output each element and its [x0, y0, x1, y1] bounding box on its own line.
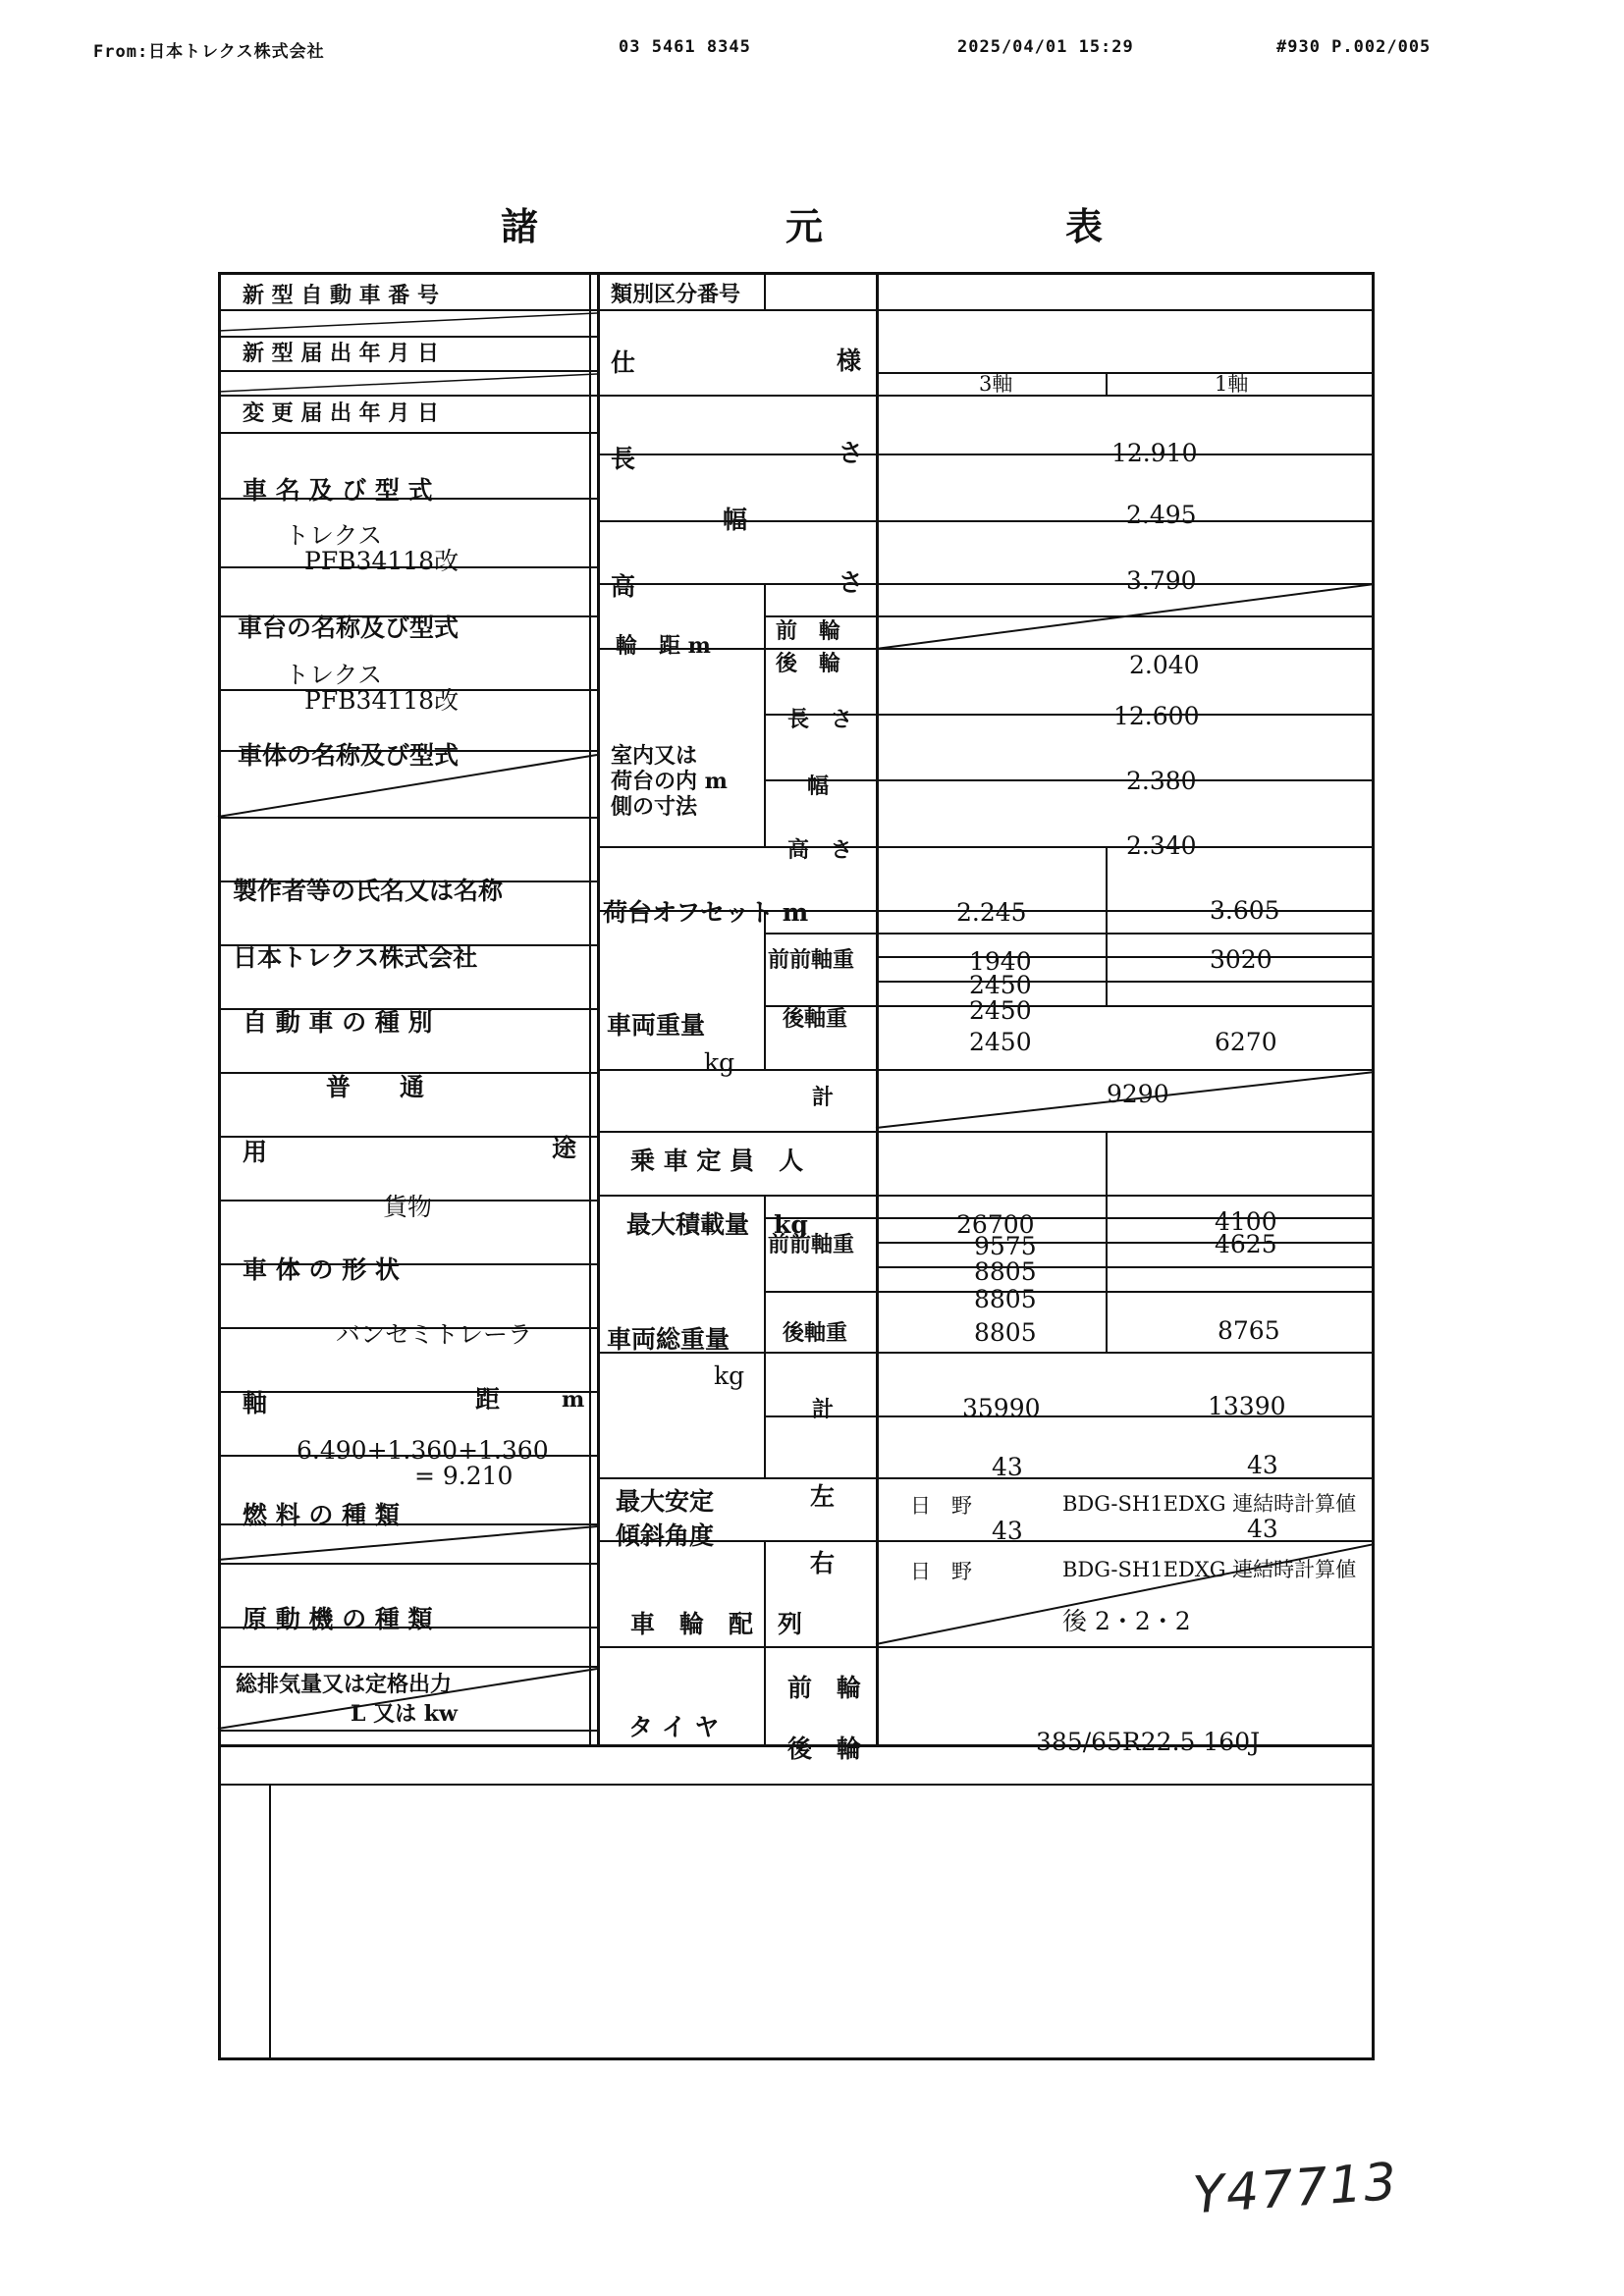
tread-front-label: 前 輪 — [776, 618, 841, 644]
new-car-no-label: 新 型 自 動 車 番 号 — [243, 283, 439, 308]
weight-label-1: 車両重量 — [607, 1011, 706, 1040]
weight-front-a: 1940 — [969, 947, 1032, 976]
wheelbase-label-l: 軸 — [243, 1389, 268, 1417]
inner-label-2: 荷台の内 m — [611, 769, 728, 794]
tire-front-label: 前 輪 — [787, 1674, 862, 1702]
category-label: 類別区分番号 — [611, 282, 741, 307]
stability-note-maker-2: 日 野 — [910, 1560, 972, 1583]
maker: 日本トレクス株式会社 — [233, 943, 478, 972]
stability-right-label: 右 — [810, 1549, 836, 1577]
stability-left-a: 43 — [992, 1453, 1023, 1481]
chassis-label: 車台の名称及び型式 — [238, 614, 460, 642]
gross-front-b: 4625 — [1215, 1230, 1277, 1258]
height-label-r: さ — [839, 568, 864, 597]
handwritten-note: Y47713 — [1191, 2152, 1401, 2226]
body-label: 車体の名称及び型式 — [238, 741, 460, 770]
stability-note-maker: 日 野 — [910, 1494, 972, 1518]
axle1-header: 1軸 — [1215, 372, 1249, 396]
displacement-label-2: L 又は kw — [351, 1701, 458, 1727]
weight-label-2: kg — [704, 1048, 735, 1077]
inner-width-value: 2.380 — [1126, 767, 1197, 795]
maxload-a: 26700 — [956, 1210, 1035, 1239]
weight-rear-3b: 6270 — [1215, 1028, 1277, 1056]
height-value: 3.790 — [1126, 566, 1197, 595]
weight-rear-3: 2450 — [969, 1028, 1032, 1056]
wheelbase-label-unit: m — [562, 1387, 585, 1413]
weight-total-label: 計 — [812, 1085, 835, 1110]
tread-rear-value: 2.040 — [1129, 651, 1200, 679]
gross-rear-3b: 8765 — [1218, 1316, 1280, 1345]
chassis-1: トレクス — [285, 661, 383, 689]
inner-label-1: 室内又は — [611, 743, 698, 769]
chassis-2: PFB34118改 — [304, 686, 460, 715]
width-label: 幅 — [723, 506, 748, 534]
gross-rear-2: 8805 — [974, 1285, 1037, 1313]
capacity-label: 乗 車 定 員 人 — [630, 1147, 804, 1175]
tread-label: 輪 距 m — [616, 633, 711, 659]
fax-datetime: 2025/04/01 15:29 — [957, 37, 1134, 57]
gross-front-a: 9575 — [974, 1232, 1037, 1260]
tire-rear-label: 後 輪 — [787, 1735, 862, 1763]
width-value: 2.495 — [1126, 501, 1197, 529]
engine-label: 原 動 機 の 種 類 — [243, 1605, 433, 1633]
maxload-label: 最大積載量 kg — [626, 1210, 808, 1239]
weight-front-b: 3020 — [1210, 945, 1272, 974]
gross-rear-3: 8805 — [974, 1318, 1037, 1347]
length-value: 12.910 — [1111, 439, 1198, 467]
wheelbase-2: = 9.210 — [414, 1462, 514, 1490]
weight-rear-1: 2450 — [969, 971, 1032, 999]
shape-label: 車 体 の 形 状 — [243, 1255, 400, 1284]
wheel-arrangement-label: 車 輪 配 列 — [630, 1610, 803, 1638]
title-char-3: 表 — [1065, 204, 1104, 248]
offset-b: 3.605 — [1210, 896, 1280, 925]
weight-front-label: 前前軸重 — [768, 947, 855, 973]
inner-length-label: 長 さ — [787, 707, 853, 732]
gross-label-2: kg — [714, 1362, 745, 1390]
stability-right-b: 43 — [1247, 1515, 1278, 1543]
maker-label: 製作者等の氏名又は名称 — [233, 877, 504, 905]
wheelbase-1: 6.490+1.360+1.360 — [297, 1436, 549, 1465]
gross-rear-1: 8805 — [974, 1257, 1037, 1286]
maxload-b: 4100 — [1215, 1207, 1277, 1236]
fax-from: From:日本トレクス株式会社 — [93, 42, 325, 62]
stability-label-2: 傾斜角度 — [616, 1522, 715, 1550]
stability-note-model-2: BDG-SH1EDXG 連結時計算値 — [1062, 1558, 1357, 1581]
spec-table — [218, 272, 1375, 2060]
gross-total-b: 13390 — [1208, 1392, 1286, 1420]
stability-left-b: 43 — [1247, 1451, 1278, 1479]
tire-label: タ イ ヤ — [628, 1713, 720, 1741]
stability-right-a: 43 — [992, 1517, 1023, 1545]
stability-note-model: BDG-SH1EDXG 連結時計算値 — [1062, 1492, 1357, 1516]
height-label-l: 高 — [611, 572, 636, 601]
axle3-header: 3軸 — [979, 372, 1013, 396]
tread-rear-label: 後 輪 — [776, 651, 841, 676]
length-label-r: さ — [839, 439, 864, 467]
gross-rear-label: 後軸重 — [783, 1320, 848, 1346]
change-notice-date-label: 変 更 届 出 年 月 日 — [243, 400, 439, 426]
inner-width-label: 幅 — [807, 774, 830, 799]
gross-label-1: 車両総重量 — [607, 1325, 731, 1354]
inner-label-3: 側の寸法 — [611, 794, 698, 820]
title-char-2: 元 — [785, 204, 824, 248]
weight-rear-2: 2450 — [969, 996, 1032, 1025]
offset-a: 2.245 — [956, 898, 1027, 927]
car-name-label: 車 名 及 び 型 式 — [243, 476, 433, 505]
wheelbase-label-m: 距 — [475, 1385, 501, 1414]
gross-total-label: 計 — [812, 1397, 835, 1422]
stability-label-1: 最大安定 — [616, 1487, 715, 1516]
fax-page: #930 P.002/005 — [1276, 37, 1432, 57]
inner-height-value: 2.340 — [1126, 831, 1197, 860]
offset-label: 荷台オフセット m — [603, 898, 809, 927]
title-char-1: 諸 — [501, 204, 539, 248]
car-name-1: トレクス — [285, 521, 383, 550]
vehicle-type-label: 自 動 車 の 種 別 — [243, 1008, 433, 1037]
wheel-arrangement: 後 2・2・2 — [1062, 1607, 1191, 1635]
tire-rear: 385/65R22.5 160J — [1036, 1728, 1261, 1756]
fuel-label: 燃 料 の 種 類 — [243, 1501, 400, 1529]
use-label-l: 用 — [243, 1138, 268, 1166]
displacement-label-1: 総排気量又は定格出力 — [236, 1672, 453, 1697]
use: 貨物 — [383, 1193, 433, 1221]
new-notice-date-label: 新 型 届 出 年 月 日 — [243, 341, 439, 366]
shape: バンセミトレーラ — [336, 1320, 533, 1349]
gross-front-label: 前前軸重 — [768, 1232, 855, 1257]
length-label-l: 長 — [611, 445, 636, 473]
fax-phone: 03 5461 8345 — [619, 37, 751, 57]
spec-label-r: 様 — [837, 347, 862, 375]
weight-rear-label: 後軸重 — [783, 1006, 848, 1032]
spec-label-l: 仕 — [611, 348, 636, 377]
gross-total-a: 35990 — [962, 1394, 1041, 1422]
vehicle-type: 普 通 — [326, 1073, 425, 1101]
weight-total: 9290 — [1107, 1080, 1169, 1108]
inner-height-label: 高 さ — [787, 837, 853, 863]
use-label-r: 途 — [552, 1134, 577, 1162]
stability-left-label: 左 — [810, 1482, 836, 1511]
inner-length-value: 12.600 — [1113, 702, 1200, 730]
car-name-2: PFB34118改 — [304, 547, 460, 575]
